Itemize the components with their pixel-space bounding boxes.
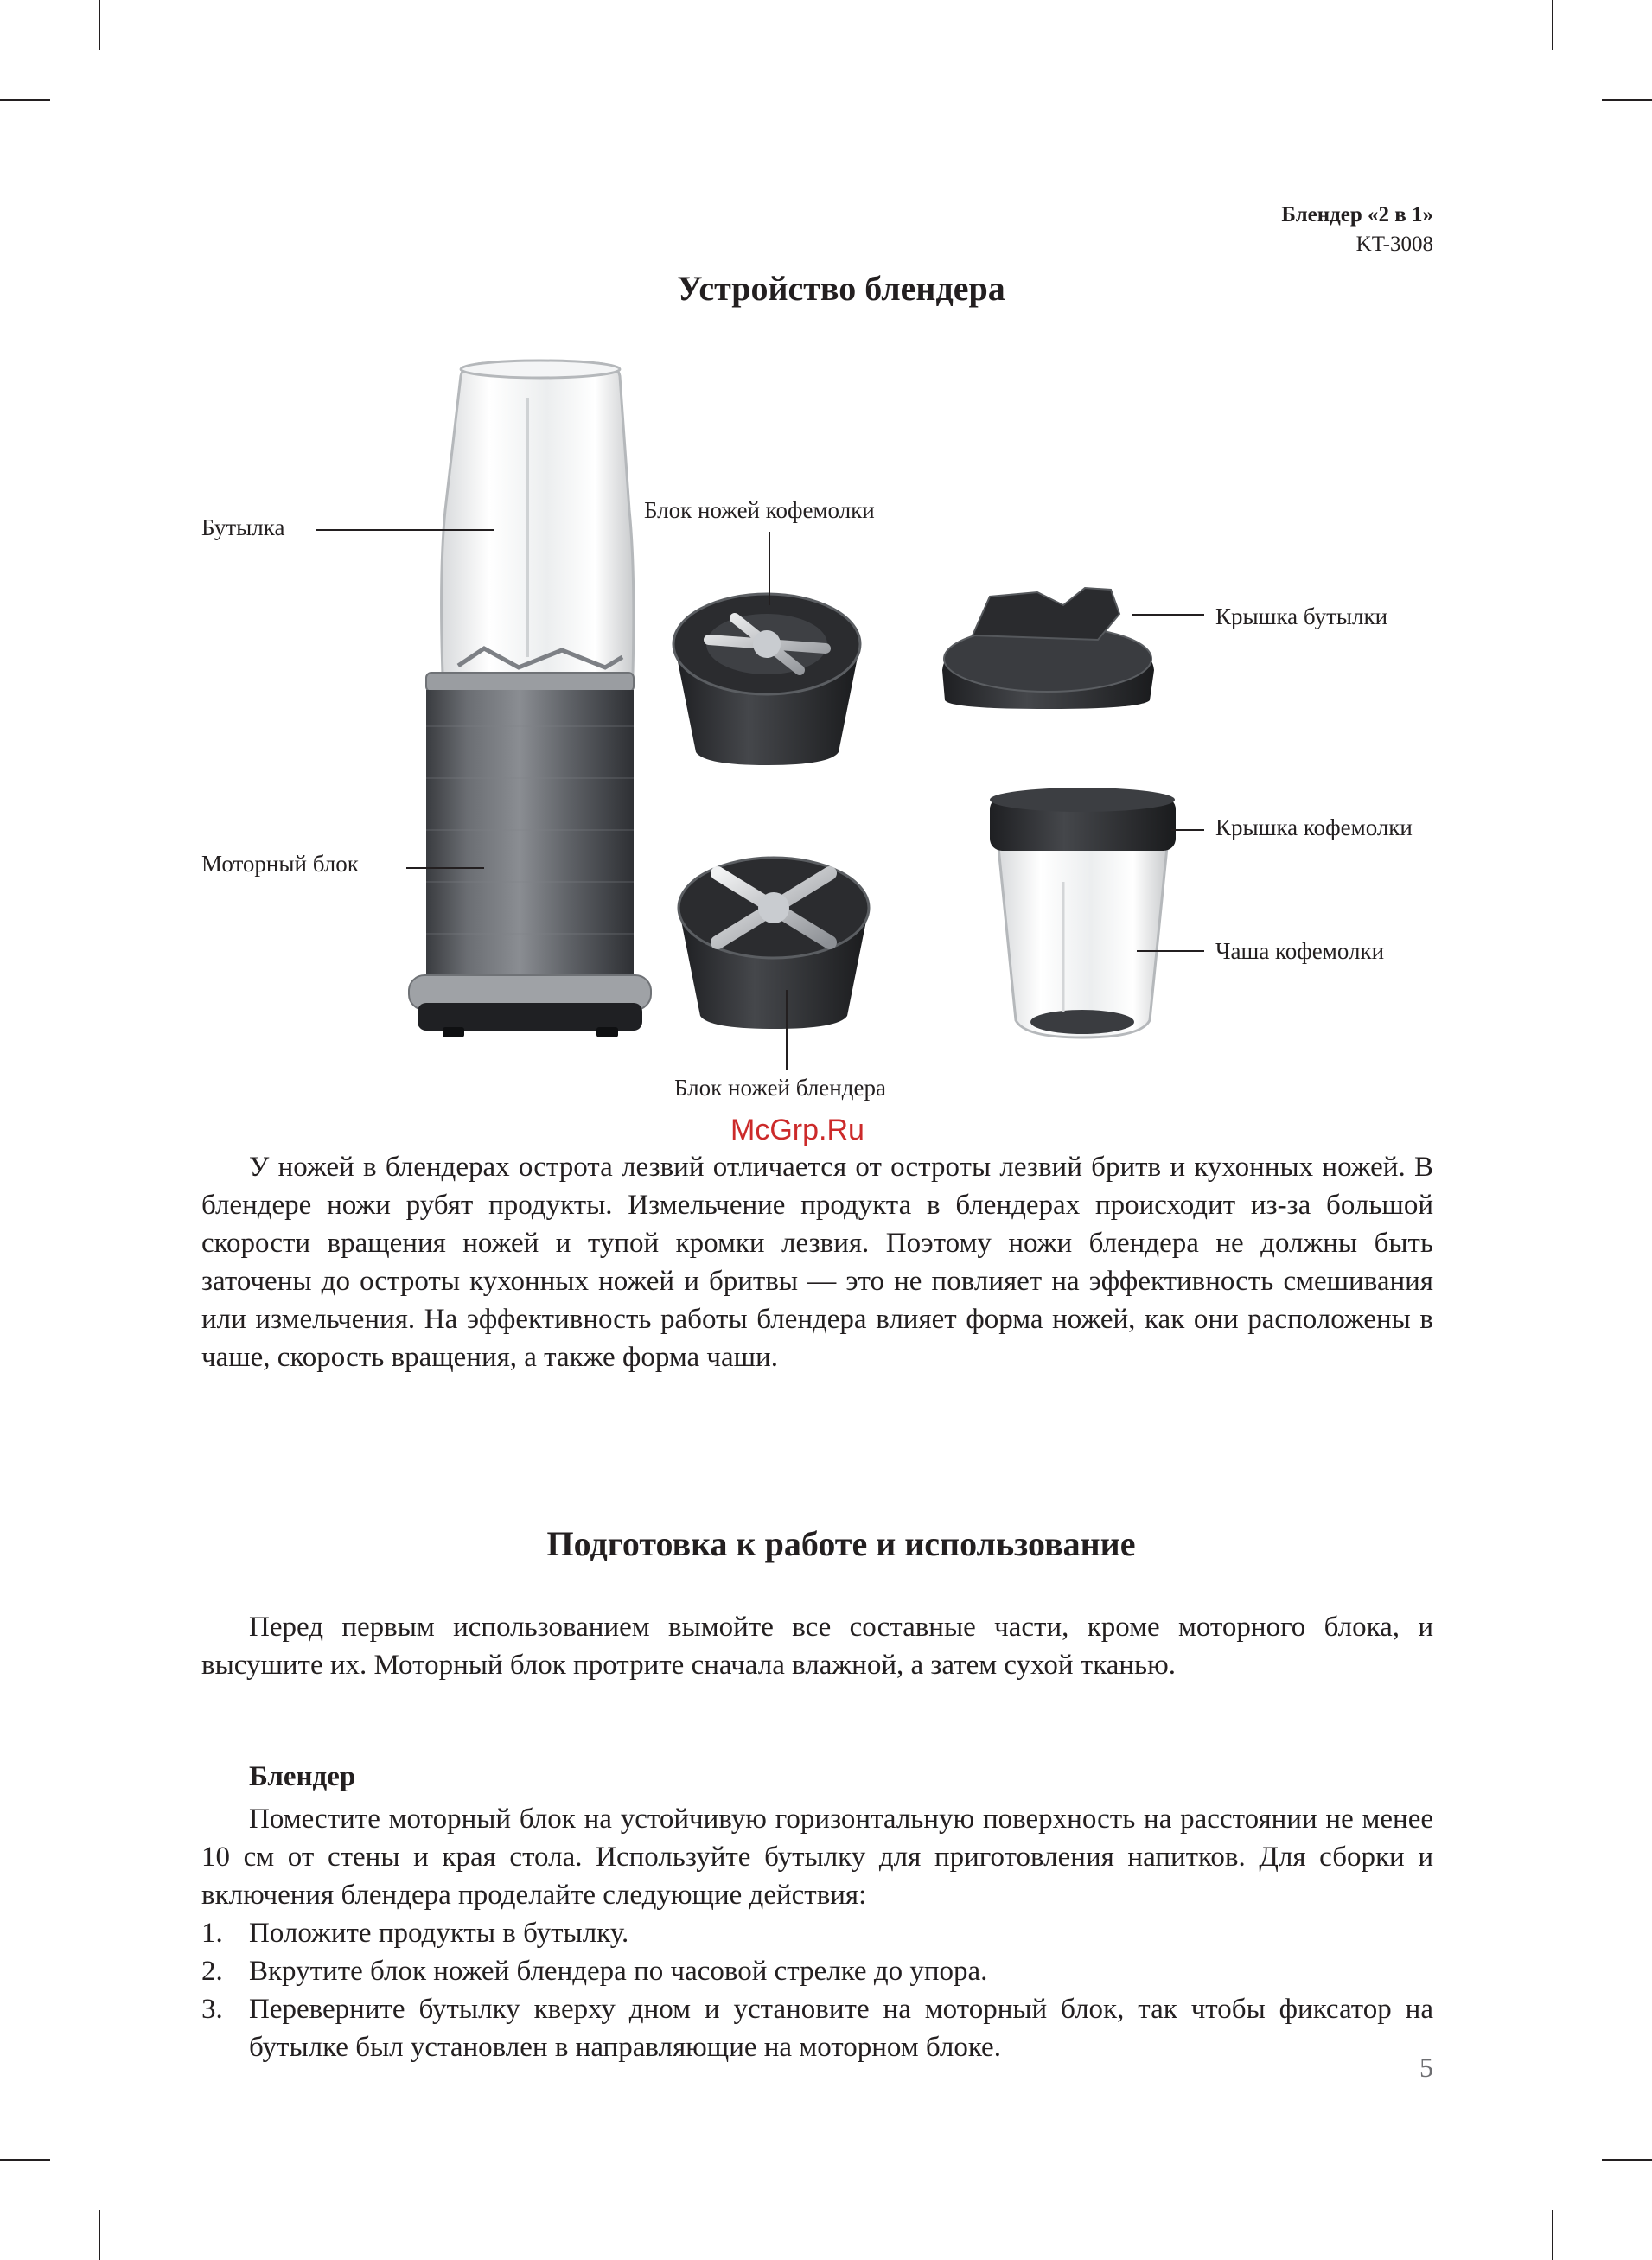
paragraph-blades: У ножей в блендерах острота лезвий отличается от остроты лезвий бритв и кухонных ножей. В блендере ножи рубят продукты. Измельчение продукта в блендерах происходит из-за большой скорости вращения ножей и тупой кромки лезвия. Поэтому ножи блендера не должны быть заточены до остроты кухонных ножей и бритвы — это не повлияет на эффективность смешивания или измельчения. На эффективность работы блендера влияет форма ножей, как они расположены в чаше, скорость вращения, а также форма чаши. [201,1152,1433,1373]
watermark: McGrp.Ru [730,1114,864,1146]
running-header [1281,201,1433,259]
crop-mark [1552,2210,1553,2260]
label-blender-blade: Блок ножей блендера [674,1075,886,1101]
label-bottle-lid: Крышка бутылки [1215,603,1388,629]
label-grinder-bowl: Чаша кофемолки [1215,938,1385,964]
paragraph-intro: Перед первым использованием вымойте все составные части, кроме моторного блока, и высушите их. Моторный блок протрите сначала влажной, а затем сухой тканью. [201,1612,1433,1681]
motor-block-image [409,673,651,1037]
crop-mark [99,0,100,50]
page-number: 5 [1419,2052,1433,2083]
paragraph-blender-setup: Поместите моторный блок на устойчивую горизонтальную поверхность на расстоянии не менее 10 см от стены и края стола. Используйте бутылку для приготовления напитков. Для сборки и включения блендера проделайте следующие действия: [201,1804,1433,1911]
header-model: KT-3008 [1355,233,1433,256]
step-number: 3. [201,1994,223,2025]
label-grinder-lid: Крышка кофемолки [1215,814,1413,840]
step-number: 1. [201,1918,223,1949]
step-text: Положите продукты в бутылку. [249,1918,629,1949]
section-title-preparation: Подготовка к работе и использование [546,1524,1136,1563]
blender-parts-illustration [0,346,1652,1124]
label-grinder-blade: Блок ножей кофемолки [644,497,875,523]
blender-blade-image [679,858,869,1029]
header-product: Блендер «2 в 1» [1281,203,1433,227]
list-item [201,1952,1433,1990]
section-title-device: Устройство блендера [677,269,1005,308]
blender-diagram [0,346,1652,1124]
grinder-blade-image [673,594,860,765]
steps-list [201,1914,1433,2066]
bottle-image [442,361,634,674]
list-item [201,1990,1433,2066]
crop-mark [1602,2159,1652,2161]
crop-mark [1552,0,1553,50]
crop-mark [99,2210,100,2260]
step-number: 2. [201,1956,223,1987]
grinder-bowl-image [990,788,1176,1037]
crop-mark [0,2159,50,2161]
step-text: Вкрутите блок ножей блендера по часовой стрелке до упора. [249,1956,988,1987]
bottle-lid-image [942,588,1154,709]
subheading-blender: Блендер [249,1761,356,1792]
label-bottle: Бутылка [201,514,285,540]
step-text: Переверните бутылку кверху дном и установите на моторный блок, так чтобы фиксатор на бутылке был установлен в направляющие на моторном блоке. [249,1994,1433,2063]
crop-mark [1602,99,1652,101]
list-item [201,1914,1433,1952]
crop-mark [0,99,50,101]
label-motor-block: Моторный блок [201,851,359,877]
